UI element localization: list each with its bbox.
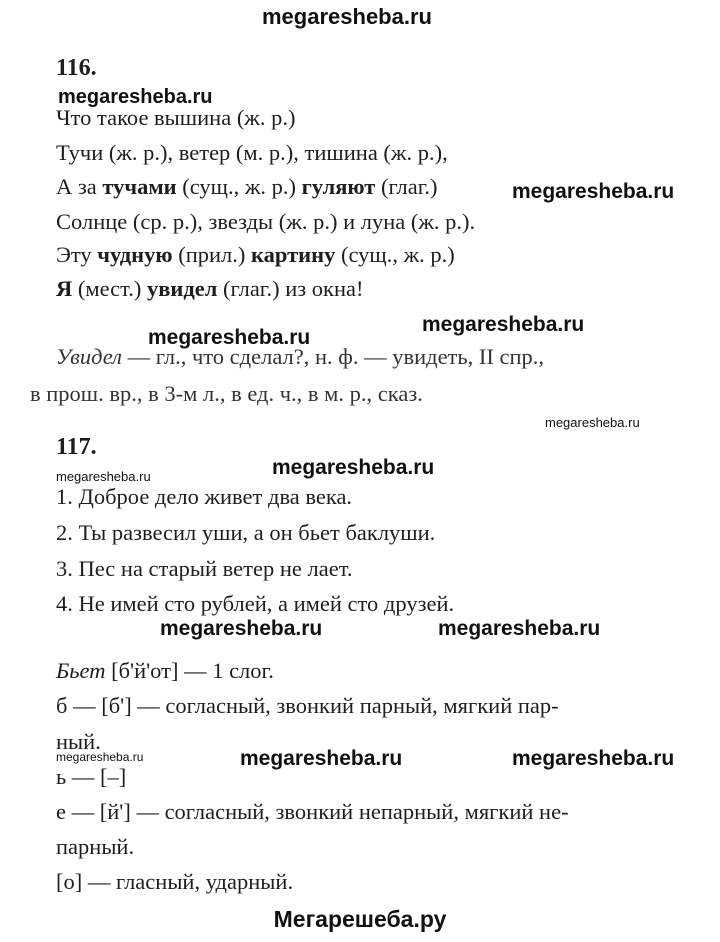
watermark: megaresheba.ru [240, 747, 403, 770]
proverb-2: 2. Ты развесил уши, а он бьет баклуши. [56, 520, 436, 545]
watermark: megaresheba.ru [438, 617, 601, 640]
bold-word: чудную [97, 242, 173, 267]
watermark: megaresheba.ru [160, 617, 323, 640]
phonetic-word: Бьет [56, 658, 106, 683]
bold-word: картину [251, 242, 336, 267]
watermark: megaresheba.ru [512, 747, 675, 770]
poem-line-1: Что такое вышина (ж. р.) [56, 105, 296, 130]
phonetic-heading: Бьет [б'й'от] — 1 слог. [56, 658, 274, 683]
analysis-word: Увидел [56, 344, 122, 369]
phonetic-line-4: е — [й'] — согласный, звонкий непарный, мягкий не- [56, 799, 569, 824]
phonetic-line-1: б — [б'] — согласный, звонкий парный, мягкий пар- [56, 693, 559, 718]
analysis-line-1: Увидел — гл., что сделал?, н. ф. — увидеть, II спр., [56, 344, 545, 369]
watermark: megaresheba.ru [545, 415, 640, 430]
poem-line-4: Солнце (ср. р.), звезды (ж. р.) и луна (ж. р.). [56, 209, 476, 234]
proverb-3: 3. Пес на старый ветер не лает. [56, 556, 353, 581]
poem-line-5: Эту чудную (прил.) картину (сущ., ж. р.) [56, 242, 455, 267]
header-watermark: megaresheba.ru [262, 4, 432, 29]
bold-word: Я [56, 276, 73, 301]
watermark: megaresheba.ru [422, 313, 585, 336]
bold-word: гуляют [301, 174, 376, 199]
watermark: megaresheba.ru [272, 456, 435, 479]
exercise-117-number: 117. [56, 434, 97, 460]
watermark: megaresheba.ru [512, 180, 675, 203]
poem-line-2: Тучи (ж. р.), ветер (м. р.), тишина (ж. р.), [56, 140, 448, 165]
phonetic-line-5: парный. [56, 834, 135, 859]
watermark: megaresheba.ru [56, 469, 151, 484]
phonetic-line-2: ный. [56, 729, 101, 754]
phonetic-line-6: [о] — гласный, ударный. [56, 869, 294, 894]
exercise-116-number: 116. [56, 55, 97, 81]
phonetic-line-3: ь — [–] [56, 764, 127, 789]
watermark: megaresheba.ru [58, 86, 213, 108]
proverb-4: 4. Не имей сто рублей, а имей сто друзей. [56, 591, 455, 616]
footer-watermark: Мегарешеба.ру [273, 906, 447, 932]
watermark: megaresheba.ru [56, 750, 144, 764]
poem-line-6: Я (мест.) увидел (глаг.) из окна! [56, 276, 364, 301]
watermark: megaresheba.ru [148, 326, 311, 349]
bold-word: тучами [102, 174, 177, 199]
proverb-1: 1. Доброе дело живет два века. [56, 484, 353, 509]
bold-word: увидел [147, 276, 218, 301]
poem-line-3: А за тучами (сущ., ж. р.) гуляют (глаг.) [56, 174, 438, 199]
analysis-line-2: в прош. вр., в 3-м л., в ед. ч., в м. р., сказ. [30, 381, 423, 406]
